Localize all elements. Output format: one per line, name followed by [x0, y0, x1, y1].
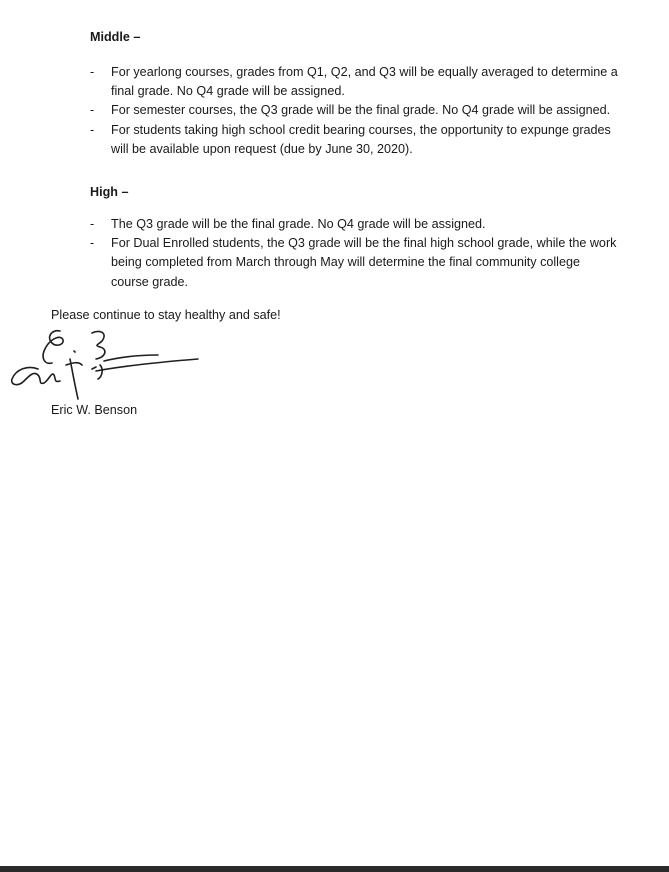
bullet-dash: - — [90, 236, 95, 251]
list-item — [90, 101, 620, 120]
closing-line: Please continue to stay healthy and safe! — [51, 308, 281, 322]
list-item-text: For Dual Enrolled students, the Q3 grade will be the final high school grade, while the work being completed from March through May will determine the final community college course grade. — [111, 236, 617, 289]
list-item-text: For yearlong courses, grades from Q1, Q2, and Q3 will be equally averaged to determine a final grade. No Q4 grade will be assigned. — [111, 65, 618, 99]
handwritten-signature — [8, 325, 203, 400]
middle-bullet-list — [90, 63, 620, 159]
list-item-text: The Q3 grade will be the final grade. No Q4 grade will be assigned. — [111, 217, 486, 231]
bullet-dash: - — [90, 217, 95, 231]
page-bottom-border — [0, 866, 669, 872]
list-item — [90, 63, 620, 101]
signer-name: Eric W. Benson — [51, 403, 138, 417]
list-item — [90, 121, 620, 159]
list-item-text: For semester courses, the Q3 grade will be the final grade. No Q4 grade will be assigned. — [111, 103, 611, 118]
list-item — [90, 215, 620, 234]
bullet-dash: - — [90, 65, 95, 79]
list-item-text: For students taking high school credit bearing courses, the opportunity to expunge grades will be available upon request (due by June 30, 2020). — [111, 122, 611, 156]
bullet-dash: - — [90, 103, 95, 118]
middle-section-heading: Middle – — [90, 30, 141, 44]
high-section-heading: High – — [90, 185, 129, 199]
high-bullet-list — [90, 215, 620, 292]
bullet-dash: - — [90, 122, 95, 137]
list-item — [90, 234, 620, 292]
